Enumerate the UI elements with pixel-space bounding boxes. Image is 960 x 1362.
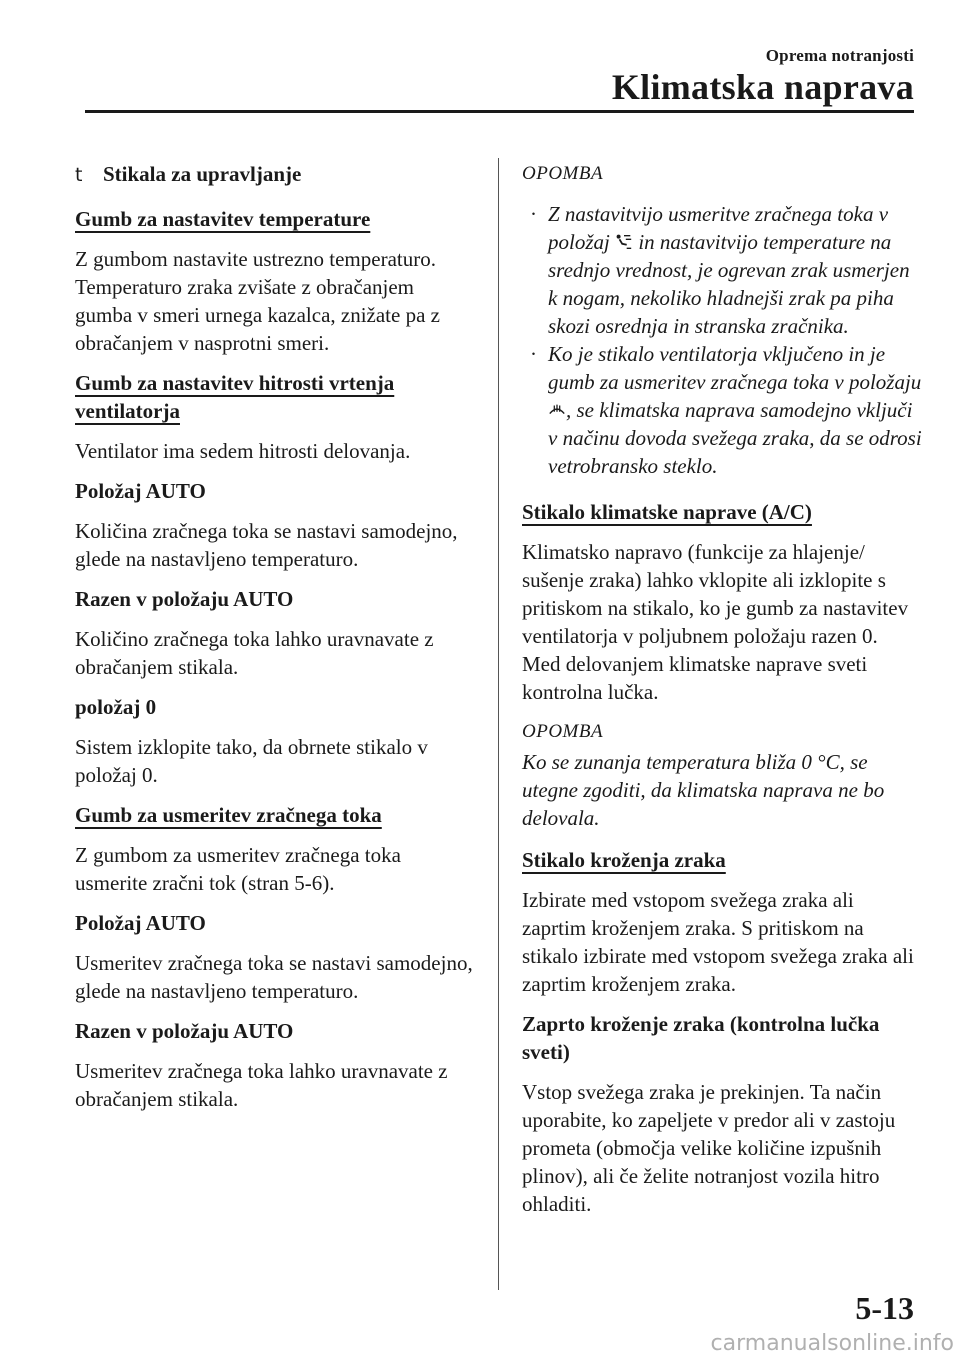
note-label: OPOMBA [522,163,604,184]
mode-level-text: Usmeritev zračnega toka lahko uravnavate z obračanjem stikala. [75,1059,448,1111]
recirc-switch-text: Izbirate med vstopom svežega zraka ali zaprtim kroženjem zraka. S pritiskom na stikalo izbirate med vstopom svežega zraka ali zaprtim kroženjem zraka. [522,888,914,996]
section-title: t Stikala za upravljanje [75,160,475,189]
temp-knob-heading: Gumb za nastavitev temperature [75,207,371,231]
mode-auto-text: Usmeritev zračnega toka se nastavi samodejno, glede na nastavljeno temperaturo. [75,951,473,1003]
fan-knob-heading: Gumb za nastavitev hitrosti vrtenja ventilatorja [75,371,395,423]
recirc-closed-heading: Zaprto kroženje zraka (kontrolna lučka sveti) [522,1012,880,1064]
section-marker: t [75,164,83,186]
mode-knob-text: Z gumbom za usmeritev zračnega toka usmerite zračni tok (stran 5-6). [75,843,401,895]
defrost-icon [548,401,566,419]
note-item: · Z nastavitvijo usmeritve zračnega toka v položaj in nastavitvijo temperature na srednjo vrednost, je ogrevan zrak usmerjen k nogam, nekoliko hladnejši zrak pa piha skozi osrednja in stranska zračnika. [522,200,922,340]
note-item: · Ko je stikalo ventilatorja vključeno in je gumb za usmeritev zračnega toka v položaju , se klimatska naprava samodejno vključi v načinu dovoda svežega zraka, da se odrosi vetrobransko steklo. [522,340,922,480]
ac-switch-text-2: Med delovanjem klimatske naprave sveti kontrolna lučka. [522,652,868,704]
ac-switch-text: Klimatsko napravo (funkcije za hlajenje/ sušenje zraka) lahko vklopite ali izklopite s pritiskom na stikalo, ko je gumb za nastavitev ventilatorja v poljubnem položaju razen 0. [522,540,909,648]
recirc-closed-text: Vstop svežega zraka je prekinjen. Ta način uporabite, ko zapeljete v predor ali v zastoju prometa (območja velike količine izpušnih plinov), ali če želite notranjost vozila hitro ohladiti. [522,1080,896,1216]
fan-auto-heading: Položaj AUTO [75,479,206,503]
fan-off-text: Sistem izklopite tako, da obrnete stikalo v položaj 0. [75,735,428,787]
fan-auto-text: Količina zračnega toka se nastavi samodejno, glede na nastavljeno temperaturo. [75,519,458,571]
mode-auto-heading: Položaj AUTO [75,911,206,935]
fan-off-heading: položaj 0 [75,695,157,719]
note-label-2: OPOMBA [522,721,604,742]
column-divider [498,158,499,1290]
feet-vent-icon [615,233,633,251]
right-column [522,160,922,1230]
fan-level-text: Količino zračnega toka lahko uravnavate z obračanjem stikala. [75,627,434,679]
left-column [75,160,475,1125]
mode-knob-heading: Gumb za usmeritev zračnega toka [75,803,382,827]
ac-switch-heading: Stikalo klimatske naprave (A/C) [522,500,812,524]
note-list [522,200,922,480]
fan-knob-text: Ventilator ima sedem hitrosti delovanja. [75,439,411,463]
fan-level-heading: Razen v položaju AUTO [75,587,294,611]
header-rule [85,110,914,113]
page-title: Klimatska naprava [611,67,914,107]
note-text-2: Ko se zunanja temperatura bliža 0 °C, se utegne zgoditi, da klimatska naprava ne bo delovala. [522,750,885,830]
mode-level-heading: Razen v položaju AUTO [75,1019,294,1043]
temp-knob-text: Z gumbom nastavite ustrezno temperaturo. Temperaturo zraka zvišate z obračanjem gumba v smeri urnega kazalca, znižate pa z obračanjem v nasprotni smeri. [75,247,440,355]
page-number: 5-13 [855,1290,914,1326]
recirc-switch-heading: Stikalo kroženja zraka [522,848,726,872]
header-section-label: Oprema notranjosti [765,46,914,65]
watermark: carmanualsonline.info [710,1331,954,1356]
